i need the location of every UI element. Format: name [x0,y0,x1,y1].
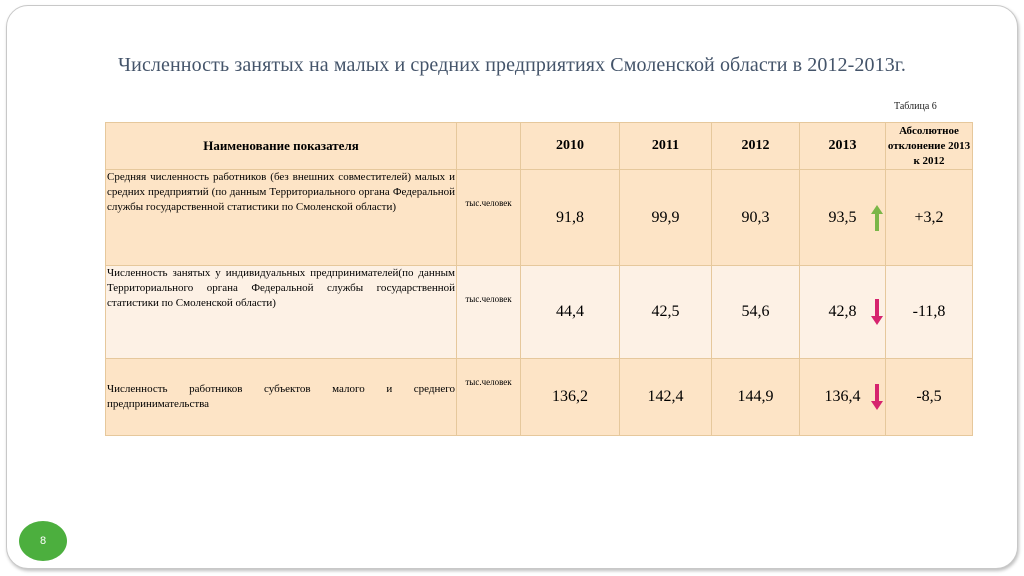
table-header-row [106,123,973,170]
slide-number-badge: 8 [19,521,67,561]
header-abs-deviation: Абсолютное отклонение 2013 к 2012 [886,123,973,170]
header-unit [457,123,521,170]
slide-title: Численность занятых на малых и средних предприятиях Смоленской области в 2012-2013г. [118,54,906,76]
data-table [105,122,973,436]
value-2010: 44,4 [521,266,620,359]
value-2013-cell [800,170,886,266]
arrow-down-icon [871,384,883,410]
header-2012: 2012 [712,123,800,170]
value-abs: +3,2 [886,170,973,266]
row-name: Численность занятых у индивидуальных предпринимателей(по данным Территориального органа Федеральной службы государственной статистики по Смоленской области) [106,266,457,359]
value-2011: 42,5 [620,266,712,359]
value-2013: 42,8 [828,303,857,320]
row-unit: тыс.человек [457,359,521,436]
row-unit: тыс.человек [457,170,521,266]
row-name: Средняя численность работников (без внешних совместителей) малых и средних предприятий (по данным Территориального органа Федеральной службы государственной статистики по Смоленской области) [106,170,457,266]
table-caption: Таблица 6 [894,101,937,112]
value-2013: 136,4 [824,388,861,405]
table-row [106,266,973,359]
arrow-down-icon [871,299,883,325]
header-indicator: Наименование показателя [106,123,457,170]
header-2010: 2010 [521,123,620,170]
value-2011: 99,9 [620,170,712,266]
value-2013: 93,5 [828,208,857,226]
value-abs: -8,5 [886,359,973,436]
header-2013: 2013 [800,123,886,170]
value-abs: -11,8 [886,266,973,359]
value-2012: 90,3 [712,170,800,266]
value-2010: 91,8 [521,170,620,266]
value-2010: 136,2 [521,359,620,436]
value-2013-cell [800,359,886,436]
arrow-up-icon [871,205,883,231]
value-2012: 54,6 [712,266,800,359]
header-2011: 2011 [620,123,712,170]
table-row [106,359,973,436]
value-2013-cell [800,266,886,359]
value-2012: 144,9 [712,359,800,436]
value-2011: 142,4 [620,359,712,436]
row-name: Численность работников субъектов малого и среднего предпринимательства [106,359,457,436]
table-row [106,170,973,266]
row-unit: тыс.человек [457,266,521,359]
